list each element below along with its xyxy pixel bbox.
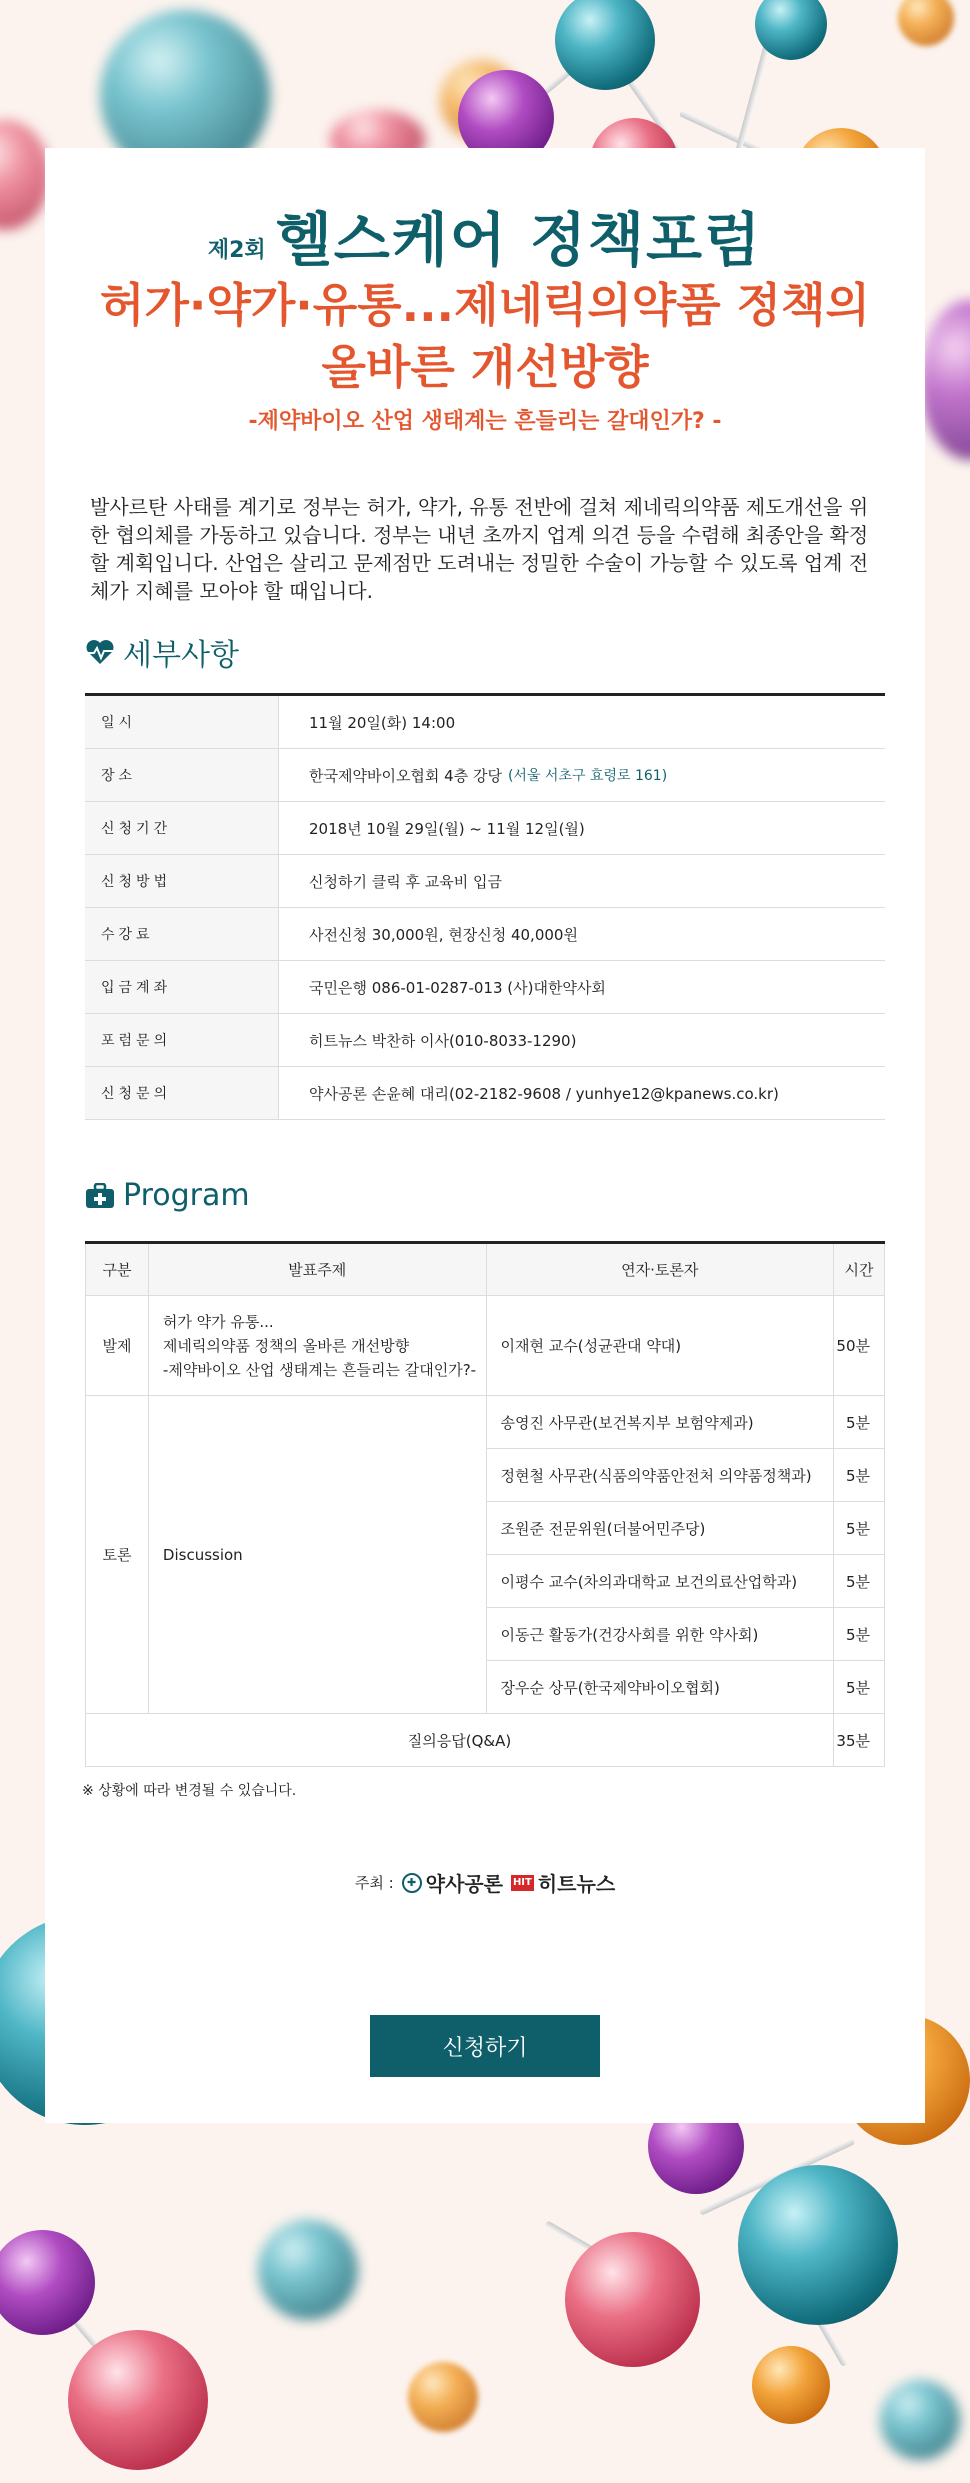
- event-header: [45, 148, 925, 435]
- yaksagongron-logo: ✚ 약사공론: [402, 1868, 503, 1897]
- panelist-time: 5분: [834, 1608, 885, 1661]
- presentation-time: 50분: [834, 1296, 885, 1396]
- discussion-topic: Discussion: [148, 1396, 486, 1714]
- presentation-category: 발제: [86, 1296, 149, 1396]
- panelist-name: 송영진 사무관(보건복지부 보험약제과): [486, 1396, 833, 1449]
- panelist-time: 5분: [834, 1396, 885, 1449]
- panelist-time: 5분: [834, 1661, 885, 1714]
- hit-badge: HIT: [511, 1875, 534, 1891]
- program-header-topic: 발표주제: [148, 1243, 486, 1296]
- subheadline: -제약바이오 산업 생태계는 흔들리는 갈대인가? -: [248, 409, 722, 434]
- qa-label: 질의응답(Q&A): [86, 1714, 834, 1767]
- program-section-title: Program: [85, 1178, 250, 1213]
- panelist-name: 이평수 교수(차의과대학교 보건의료산업학과): [486, 1555, 833, 1608]
- host-organizers: [45, 1868, 925, 1897]
- panelist-time: 5분: [834, 1502, 885, 1555]
- program-header-time: 시간: [834, 1243, 885, 1296]
- details-table: [85, 693, 885, 1120]
- medical-kit-icon: [85, 1183, 115, 1209]
- headline-line-2: 올바른 개선방향: [321, 340, 649, 394]
- program-header-speaker: 연자·토론자: [486, 1243, 833, 1296]
- apply-button[interactable]: 신청하기: [370, 2015, 600, 2077]
- intro-paragraph: 발사르탄 사태를 계기로 정부는 허가, 약가, 유통 전반에 걸쳐 제네릭의약품 제도개선을 위한 협의체를 가동하고 있습니다. 정부는 내년 초까지 업계 의견 등을 수렴해 최종안을 확정할 계획입니다. 산업은 살리고 문제점만 도려내는 정밀한 수술이 가능할 수 있도록 업계 전체가 지혜를 모아야 할 때입니다.: [90, 495, 869, 603]
- qa-time: 35분: [834, 1714, 885, 1767]
- details-row: 신청문의 약사공론 손윤혜 대리(02-2182-9608 / yunhye12@kpanews.co.kr): [85, 1067, 885, 1120]
- details-row: 포럼문의 히트뉴스 박찬하 이사(010-8033-1290): [85, 1014, 885, 1067]
- panelist-name: 장우순 상무(한국제약바이오협회): [486, 1661, 833, 1714]
- panelist-name: 조원준 전문위원(더불어민주당): [486, 1502, 833, 1555]
- details-section-title: 세부사항: [85, 630, 239, 674]
- hitnews-logo: HIT 히트뉴스: [512, 1872, 616, 1896]
- change-notice: ※ 상황에 따라 변경될 수 있습니다.: [82, 1783, 297, 1799]
- panelist-name: 정현철 사무관(식품의약품안전처 의약품정책과): [486, 1449, 833, 1502]
- details-row: 신청기간 2018년 10월 29일(월) ~ 11월 12일(월): [85, 802, 885, 855]
- details-row: 수강료 사전신청 30,000원, 현장신청 40,000원: [85, 908, 885, 961]
- edition-label: 제2회: [207, 238, 266, 263]
- presentation-topic: 허가 약가 유통... 제네릭의약품 정책의 올바른 개선방향 -제약바이오 산업 생태계는 흔들리는 갈대인가?-: [148, 1296, 486, 1396]
- host-label: 주최 :: [354, 1874, 394, 1892]
- program-table: [85, 1241, 885, 1767]
- headline-line-1: 허가·약가·유통...제네릭의약품 정책의: [100, 278, 870, 332]
- heart-pulse-icon: [85, 639, 115, 665]
- forum-title: 헬스케어 정책포럼: [275, 206, 763, 274]
- pharmacist-seal-icon: ✚: [402, 1873, 422, 1893]
- panelist-name: 이동근 활동가(건강사회를 위한 약사회): [486, 1608, 833, 1661]
- details-row: 입금계좌 국민은행 086-01-0287-013 (사)대한약사회: [85, 961, 885, 1014]
- discussion-category: 토론: [86, 1396, 149, 1714]
- details-row: 일시 11월 20일(화) 14:00: [85, 696, 885, 749]
- details-row: 장소 한국제약바이오협회 4층 강당 (서울 서초구 효령로 161): [85, 749, 885, 802]
- presentation-speaker: 이재현 교수(성균관대 약대): [486, 1296, 833, 1396]
- event-card: [45, 148, 925, 2123]
- panelist-time: 5분: [834, 1449, 885, 1502]
- details-row: 신청방법 신청하기 클릭 후 교육비 입금: [85, 855, 885, 908]
- program-header-category: 구분: [86, 1243, 149, 1296]
- panelist-time: 5분: [834, 1555, 885, 1608]
